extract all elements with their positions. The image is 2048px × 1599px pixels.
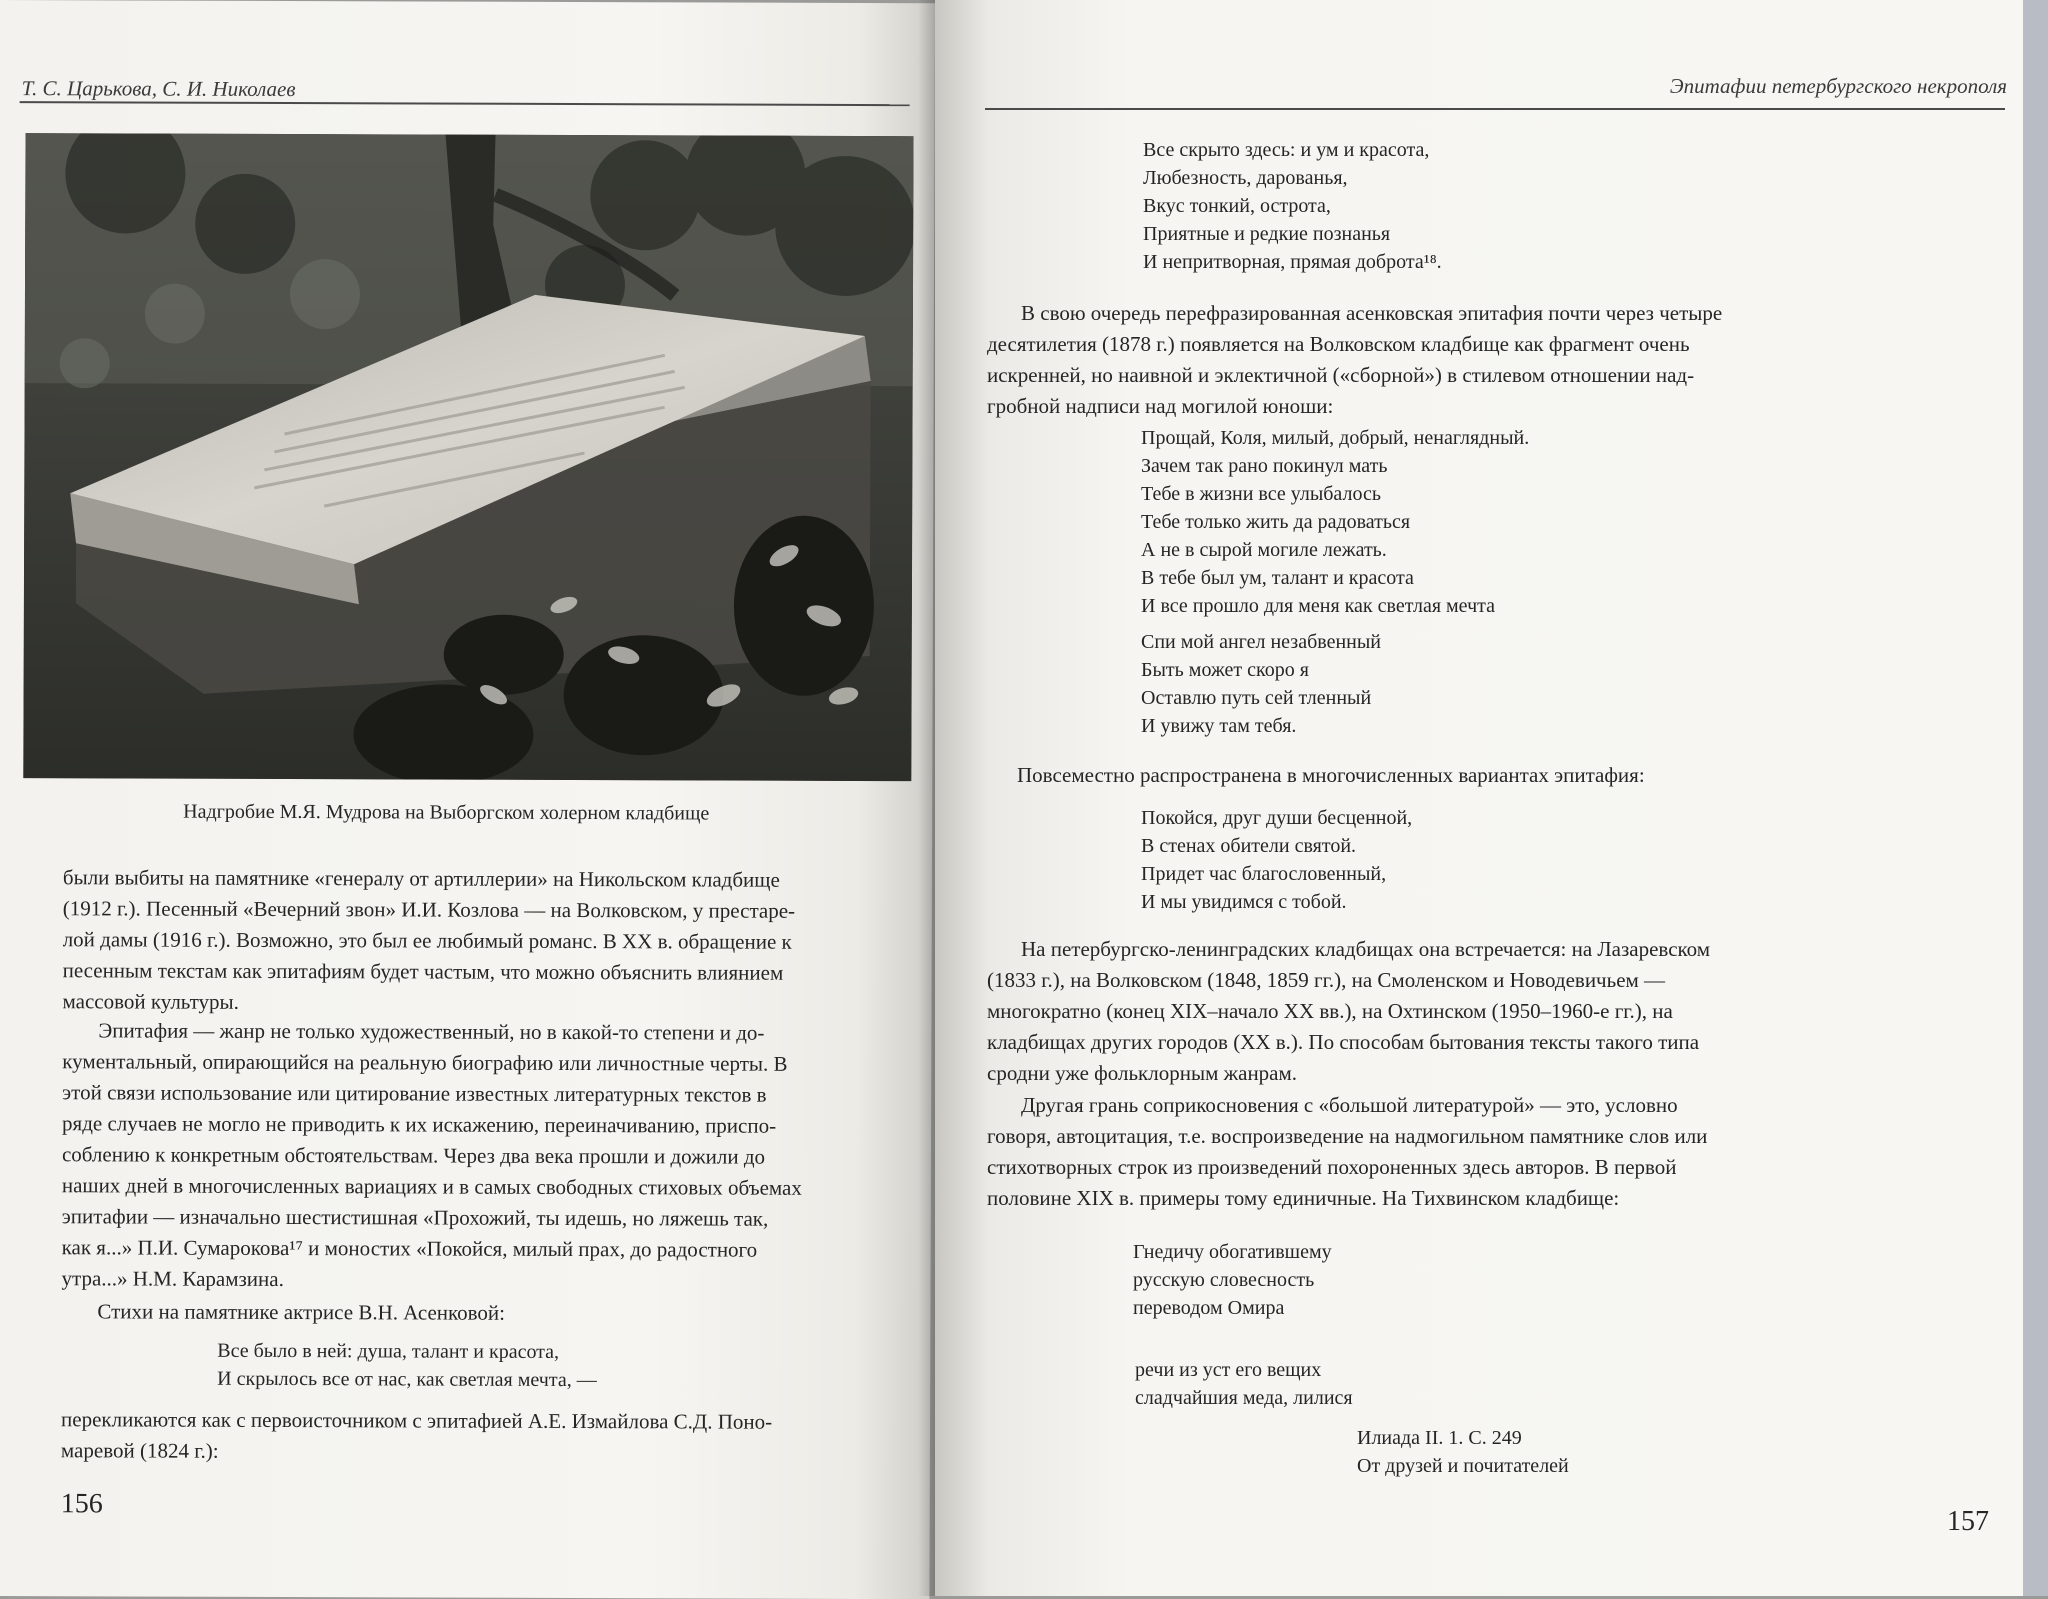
right-page (935, 0, 2023, 1596)
verse-line: Вкус тонкий, острота, (1143, 195, 1331, 217)
text-line: многократно (конец XIX–начало XX вв.), на Охтинском (1950–1960-е гг.), на (987, 999, 1673, 1023)
verse-line: переводом Омира (1133, 1297, 1285, 1319)
verse-line: Любезность, дарованья, (1143, 167, 1348, 189)
verse-line: А не в сырой могиле лежать. (1141, 539, 1387, 561)
verse-line: Приятные и редкие познанья (1143, 223, 1391, 245)
text-line: гробной надписи над могилой юноши: (987, 394, 1334, 418)
verse-line: Прощай, Коля, милый, добрый, ненаглядный. (1141, 427, 1530, 449)
text-line: как я...» П.И. Сумарокова¹⁷ и моностих «Покойся, милый прах, до радостного (61, 1235, 758, 1262)
right-paragraph-2 (1017, 760, 1997, 791)
right-header-rule (985, 108, 2005, 110)
verse-line: И увижу там тебя. (1141, 715, 1297, 737)
right-verse-1 (1143, 136, 1442, 276)
right-verse-2 (1141, 424, 1529, 620)
gravestone-photo (23, 133, 913, 781)
text-line: массовой культуры. (62, 989, 239, 1014)
right-verse-3 (1141, 628, 1381, 740)
right-verse-6 (1135, 1356, 1353, 1412)
text-line: маревой (1824 г.): (60, 1438, 219, 1463)
text-line: говоря, автоцитация, т.е. воспроизведение на надмогильном памятнике слов или (987, 1124, 1708, 1148)
text-line: соблению к конкретным обстоятельствам. Через два века прошли и дожили до (61, 1142, 766, 1169)
text-line: На петербургско-ленинградских кладбищах она встречается: на Лазаревском (1021, 937, 1711, 961)
left-running-head: Т. С. Царькова, С. И. Николаев (21, 76, 296, 102)
verse-line: русскую словесность (1133, 1269, 1315, 1291)
text-line: кладбищах других городов (XX в.). По способам бытования тексты такого типа (987, 1030, 1700, 1054)
verse-line: речи из уст его вещих (1135, 1359, 1322, 1381)
right-verse-5 (1133, 1238, 1332, 1322)
verse-line: И скрылось все от нас, как светлая мечта, — (217, 1367, 597, 1392)
verse-line: сладчайшия меда, лилися (1135, 1387, 1353, 1409)
text-line: (1833 г.), на Волковском (1848, 1859 гг.), на Смоленском и Новодевичьем — (987, 968, 1666, 992)
verse-line: Зачем так рано покинул мать (1141, 455, 1388, 477)
verse-line: Придет час благословенный, (1141, 863, 1387, 885)
text-line: лой дамы (1916 г.). Возможно, это был ее любимый романс. В XX в. обращение к (62, 927, 792, 954)
verse-line: Спи мой ангел незабвенный (1141, 631, 1382, 653)
verse-line: Тебе только жить да радоваться (1141, 511, 1411, 533)
text-line: сродни уже фольклорным жанрам. (987, 1061, 1298, 1085)
attribution-line: От друзей и почитателей (1357, 1455, 1569, 1477)
verse-line: Все скрыто здесь: и ум и красота, (1143, 139, 1430, 161)
verse-line: Гнедичу обогатившему (1133, 1241, 1332, 1263)
verse-line: Тебе в жизни все улыбалось (1141, 483, 1381, 505)
text-line: перекликаются как с первоисточником с эпитафией А.Е. Измайлова С.Д. Поно- (61, 1407, 773, 1434)
attribution (1357, 1424, 1569, 1480)
left-page (0, 0, 935, 1599)
attribution-line: Илиада II. 1. С. 249 (1357, 1427, 1522, 1449)
figure-caption: Надгробие М.Я. Мудрова на Выборгском холерном кладбище (183, 800, 710, 825)
verse-line: Покойся, друг души бесценной, (1141, 807, 1413, 829)
right-paragraph-4 (987, 1090, 1997, 1214)
verse-line: Все было в ней: душа, талант и красота, (217, 1339, 560, 1363)
right-running-head: Эпитафии петербургского некрополя (1669, 74, 2007, 98)
text-line: искренней, но наивной и эклектичной («сборной») в стилевом отношении над- (987, 363, 1695, 387)
text-line: ряде случаев не могло не приводить к их искажению, переиначиванию, приспо- (62, 1111, 777, 1138)
gravestone-photo-image (23, 133, 913, 781)
left-page-number: 156 (60, 1488, 103, 1520)
text-line: Эпитафия — жанр не только художественный, но в какой-то степени и до- (98, 1018, 765, 1045)
right-paragraph-3 (987, 934, 1997, 1089)
background-edge (2023, 0, 2048, 1596)
verse-line: Быть может скоро я (1141, 659, 1309, 681)
text-line: песенным текстам как эпитафиям будет частым, что можно объяснить влиянием (62, 958, 784, 985)
text-line: стихотворных строк из произведений похороненных здесь авторов. В первой (987, 1155, 1677, 1179)
verse-line: И все прошло для меня как светлая мечта (1141, 595, 1495, 617)
text-line: наших дней в многочисленных вариациях и в самых свободных стиховых объемах (61, 1173, 802, 1200)
verse-line: В стенах обители святой. (1141, 835, 1357, 857)
text-line: половине XIX в. примеры тому единичные. На Тихвинском кладбище: (987, 1186, 1620, 1210)
text-line: десятилетия (1878 г.) появляется на Волковском кладбище как фрагмент очень (987, 332, 1690, 356)
left-verse-1 (217, 1337, 597, 1394)
right-verse-4 (1141, 804, 1412, 916)
left-paragraph-1 (62, 862, 903, 1020)
left-header-rule (20, 101, 910, 106)
text-line: Повсеместно распространена в многочисленных вариантах эпитафия: (1017, 763, 1645, 787)
left-paragraph-2 (61, 1015, 902, 1297)
text-line: утра...» Н.М. Карамзина. (61, 1266, 284, 1291)
verse-line: В тебе был ум, талант и красота (1141, 567, 1414, 589)
verse-line: И непритворная, прямая доброта¹⁸. (1143, 251, 1442, 273)
text-line: (1912 г.). Песенный «Вечерний звон» И.И. Козлова — на Волковском, у престаре- (62, 896, 796, 923)
right-paragraph-1 (987, 298, 1997, 422)
text-line: были выбиты на памятнике «генералу от артиллерии» на Никольском кладбище (62, 865, 780, 892)
text-line: В свою очередь перефразированная асенковская эпитафия почти через четыре (1021, 301, 1723, 325)
right-page-number: 157 (1947, 1506, 1989, 1537)
left-paragraph-4 (61, 1404, 911, 1469)
text-line: кументальный, опирающийся на реальную биографию или личностные черты. В (62, 1049, 788, 1076)
text-line: этой связи использование или цитирование известных литературных текстов в (62, 1080, 767, 1107)
left-paragraph-3 (97, 1296, 897, 1330)
text-line: Другая грань соприкосновения с «большой литературой» — это, условно (1021, 1093, 1678, 1117)
text-line: эпитафии — изначально шестистишная «Прохожий, ты идешь, но ляжешь так, (61, 1204, 769, 1231)
text-line: Стихи на памятнике актрисе В.Н. Асенковой: (97, 1299, 506, 1325)
verse-line: Оставлю путь сей тленный (1141, 687, 1372, 709)
verse-line: И мы увидимся с тобой. (1141, 891, 1347, 913)
